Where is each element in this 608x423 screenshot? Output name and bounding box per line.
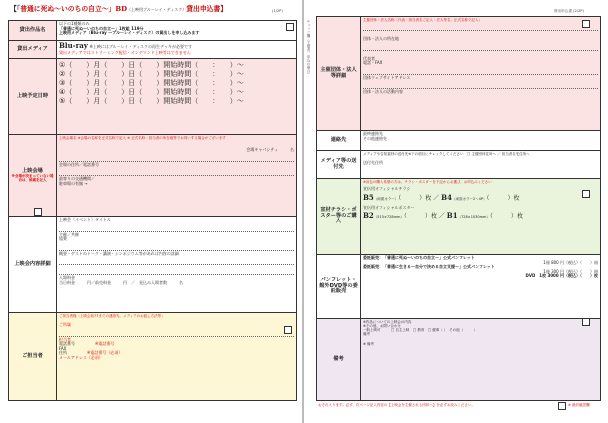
date-row-3[interactable]: ③（ ）月（ ）日（ ）開始時間（ ： ）〜 [59,79,244,88]
date-row-2[interactable]: ②（ ）月（ ）日（ ）開始時間（ ： ）〜 [59,70,244,79]
dates-label: 上映予定日時 [9,59,57,135]
remarks-field[interactable]: ※作品についての上映会の内容 ※その他、お問い合わせ 一般上映可 □ 自主上映 □ 教育 □ 催事（ ） その他（ ） 備考 ※ 備考 [361,319,601,401]
footer-end: ※ 最終確認欄 [568,403,590,407]
pamphlet-label: パンフレット・館外DVD等の委託販売 [317,255,361,319]
media-field: Blu-ray ※上映にはブルーレイ・ディスクの再生デッキが必要です 貸出メディアではストリーミング配信・オンデマンド上映等はできません [57,41,297,59]
contact-label: ご担当者 [9,313,57,401]
checkbox-final[interactable] [558,402,566,410]
check-side-label: チェック欄（主催者、申込の場合） [307,20,312,76]
page-number: (1/2P) [272,9,283,13]
checkbox-organizer[interactable] [582,20,590,28]
checkbox-work[interactable] [286,23,294,31]
organizer-label: 主催団体・法人等詳細 [317,17,361,131]
detail-field[interactable]: 上映会（イベント）タイトル 主催／共催 協賛 概要・ゲストのトーク・講演・シンポジウム等があれば内容の詳細 入場料金 当日料金 円／前売料金 円 ／ 見込み入場者数 名 [57,217,297,313]
page-label: 貸出申込書 (2/2P) [554,9,584,13]
remarks-label: 備考 [317,319,361,401]
footer-note: おそれ入ります。必ず、次ページ記入内容の【上映会を主催される団体へ】を必ずお読みください。 [318,403,475,407]
contact-field[interactable]: ご担当者様（上映会前77までの連絡先、メディアのお渡し方法等） ご所属 担当者 電話番号 ※電話番号 FAX 住所 ※電話番号（必須） メールアドレス（必須） [57,313,297,401]
page-divider [302,0,304,423]
media-warning: 貸出メディアではストリーミング配信・オンデマンド上映等はできません [59,49,191,55]
checkbox-venue[interactable] [34,208,42,216]
checkbox-publicity[interactable] [582,190,590,198]
left-page [2,0,300,423]
date-row-4[interactable]: ④（ ）月（ ）日（ ）開始時間（ ： ）〜 [59,88,244,97]
checkbox-contact[interactable] [284,326,292,334]
right-page [306,0,606,423]
venue-field[interactable]: 上映会場名 ※会場の名称を正式名称で記入 ※ 正式名称・担当者の所在地等でお伺いする場合がございます 会場キャパシティ 名 会場の住所／電話番号 最寄りの交通機関／ 駐車場の有無 → [57,135,297,217]
contact-label-right: 連絡先 [317,131,361,151]
form-title: 【「普通に死ぬ〜いのちの自立〜」BD（上映用ブルーレイ・ディスク）貸出申込書】 [10,5,228,13]
date-row-1[interactable]: ①（ ）月（ ）日（ ）開始時間（ ： ）〜 [59,61,244,69]
dates-field[interactable] [57,59,297,135]
media-label: 貸出メディア [9,41,57,59]
pamphlet-field[interactable]: 委託販売：「普通に死ぬ〜いのちの自立〜」公式パンフレット 1冊 800 円（税込）（ ）冊 委託販売：「普通に生きる〜自分で決める自立支援〜」公式パンフレット 1冊 300 円（税込）（ ）冊 DVD 1枚 3000 円（税込）（ ）枚 [361,255,601,319]
venue-label-cell: 上映会場 ※会場が決まっていない場合は、候補を記入 [9,135,57,217]
delivery-field[interactable]: メディアや告知素材の送付先※下の項目にチェックしてください □ 主催団体住所へ ／ 担当者自宅住所へ 送付先住所 [361,151,601,179]
date-row-5[interactable]: ⑤（ ）月（ ）日（ ）開始時間（ ： ）〜 [59,97,244,106]
publicity-label: 宣材チラシ・ポスター等のご購入 [317,179,361,255]
application-form-page1 [8,20,297,401]
contact-field-right[interactable]: 最終連絡先 その他連絡先 [361,131,601,151]
detail-label: 上映会内容詳細 [9,217,57,313]
application-form-page2 [316,16,601,401]
delivery-label: メディア等の送付先 [317,151,361,179]
work-field: 以下の1種類のみ 「普通に死ぬ〜いのちの自立〜」1枚組 119分 上映用メディア（Blu-ray 一ブルーレイ・ディスク）の貸出しを申し込みます [57,21,297,41]
publicity-field[interactable]: ※宣伝の購入希望の方は、チラシ・ポスターを下記からお選び、お申込みください 宣伝用オフィシャルチラシ B5（両面カラー）（ ）枚 ／ B4（両面カラー2〜4P）（ ）枚 宣伝用オフィシャルポスター B2（515×728mm）（ ）枚 ／ B1（728×1030mm）（ ）枚 [361,179,601,255]
checkbox-remarks[interactable] [582,318,590,326]
media-name: Blu-ray [59,41,88,50]
work-label: 貸出作品名 [9,21,57,41]
organizer-field[interactable]: 主催団体・法人名称（代表・担当者名ご記入・法人等名、正式名称で記入） 団体・法人の所在地 代表者 電話・FAX 団体ウェブサイトアドレス 団体・法人の活動内容 [361,17,601,131]
